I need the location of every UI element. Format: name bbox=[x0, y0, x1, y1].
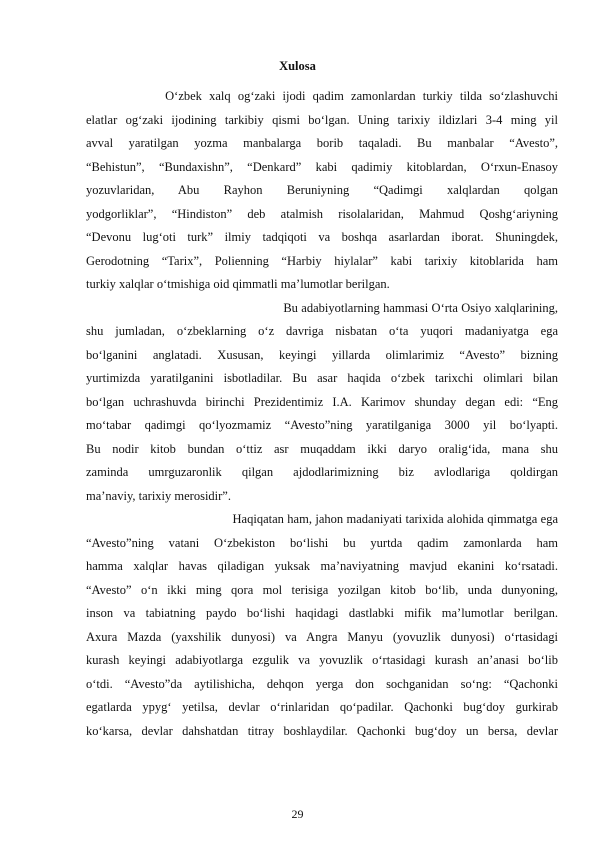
text-line: “Avesto” o‘n ikki ming qora mol terisiga yozilgan kitob bo‘lib, unda dunyoning, bbox=[86, 582, 558, 597]
text-line: “Behistun”, “Bundaxishn”, “Denkard” kabi qadimiy kitoblardan, O‘rxun-Enasoy bbox=[86, 159, 558, 174]
text-line: elatlar og‘zaki ijodining tarkibiy qismi bo‘lgan. Uning tarixiy ildizlari 3-4 ming yil bbox=[86, 112, 558, 127]
text-line: egatlarda ypyg‘ yetilsa, devlar o‘rinlaridan qo‘padilar. Qachonki bug‘doy gurkirab bbox=[86, 700, 558, 714]
text-line: avval yaratilgan yozma manbalarga borib taqaladi. Bu manbalar “Avesto”, bbox=[86, 136, 558, 150]
page-number: 29 bbox=[291, 807, 304, 821]
text-line: Gerodotning “Tarix”, Polienning “Harbiy hiylalar” kabi tarixiy kitoblarida ham bbox=[86, 253, 558, 268]
text-line: zaminda umrguzaronlik qilgan ajdodlarimizning biz avlodlariga qoldirgan bbox=[86, 465, 558, 479]
text-line: ma’naviy, tarixiy merosidir”. bbox=[86, 488, 231, 503]
text-line: mo‘tabar qadimgi qo‘lyozmamiz “Avesto”ning yaratilganiga 3000 yil bo‘lyapti. bbox=[86, 418, 558, 432]
page-title: Xulosa bbox=[279, 59, 316, 73]
text-line: bo‘lganini anglatadi. Xususan, keyingi yillarda olimlarimiz “Avesto” bizning bbox=[86, 347, 558, 362]
text-line: bo‘lgan uchrashuvda birinchi Prezidentimiz I.A. Karimov shunday degan edi: “Eng bbox=[86, 394, 558, 409]
text-line: Bu adabiyotlarning hammasi O‘rta Osiyo xalqlarining, bbox=[86, 300, 558, 315]
text-line: hamma xalqlar havas qiladigan yuksak ma’naviyatning mavjud ekanini ko‘rsatadi. bbox=[86, 559, 558, 573]
text-line: “Avesto”ning vatani O‘zbekiston bo‘lishi bu yurtda qadim zamonlarda ham bbox=[86, 535, 558, 550]
text-line: inson va tabiatning paydo bo‘lishi haqidagi dastlabki mifik ma’lumotlar berilgan. bbox=[86, 606, 558, 620]
text-line: Bu nodir kitob bundan o‘ttiz asr muqaddam ikki daryo oralig‘ida, mana shu bbox=[86, 441, 558, 456]
text-line: yodgorliklar”, “Hindiston” deb atalmish risolalaridan, Mahmud Qoshg‘ariyning bbox=[86, 206, 558, 221]
text-line: o‘tdi. “Avesto”da aytilishicha, dehqon yerga don sochganidan so‘ng: “Qachonki bbox=[86, 676, 558, 691]
text-line: Haqiqatan ham, jahon madaniyati tarixida alohida qimmatga ega bbox=[86, 512, 558, 526]
text-line: kurash keyingi adabiyotlarga ezgulik va yovuzlik o‘rtasidagi kurash an’anasi bo‘lib bbox=[86, 653, 558, 667]
text-line: yozuvlaridan, Abu Rayhon Beruniyning “Qadimgi xalqlardan qolgan bbox=[86, 183, 558, 197]
text-line: Axura Mazda (yaxshilik dunyosi) va Angra Manyu (yovuzlik dunyosi) o‘rtasidagi bbox=[86, 629, 558, 644]
text-line: turkiy xalqlar o‘tmishiga oid qimmatli ma’lumotlar berilgan. bbox=[86, 277, 390, 291]
text-line: ko‘karsa, devlar dahshatdan titray boshlaydilar. Qachonki bug‘doy un bersa, devlar bbox=[86, 723, 558, 738]
text-line: “Devonu lug‘oti turk” ilmiy tadqiqoti va boshqa asarlardan iborat. Shuningdek, bbox=[86, 230, 558, 244]
body-text bbox=[86, 85, 558, 743]
text-line: yurtimizda yaratilganini isbotladilar. Bu asar haqida o‘zbek tarixchi olimlari bilan bbox=[86, 371, 558, 385]
text-line: O‘zbek xalq og‘zaki ijodi qadim zamonlardan turkiy tilda so‘zlashuvchi bbox=[86, 89, 558, 103]
text-line: shu jumladan, o‘zbeklarning o‘z davriga nisbatan o‘ta yuqori madaniyatga ega bbox=[86, 324, 558, 338]
